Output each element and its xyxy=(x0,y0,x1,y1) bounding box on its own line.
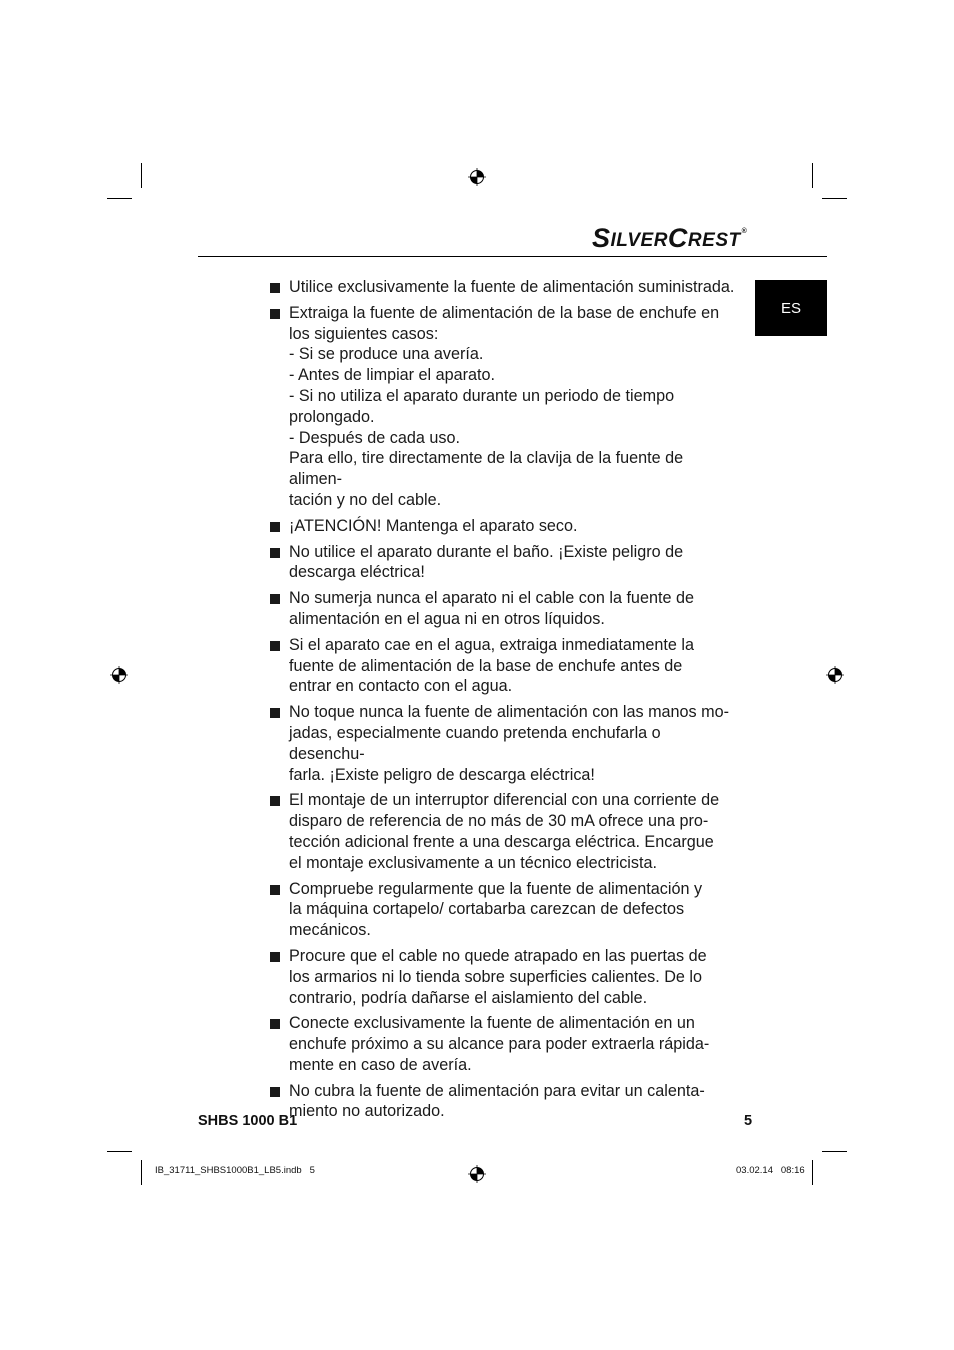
list-item xyxy=(270,1013,738,1075)
square-bullet-icon xyxy=(270,641,280,651)
list-item-line: - Después de cada uso. xyxy=(289,428,460,447)
logo-letters: REST xyxy=(687,230,741,251)
registration-mark-icon xyxy=(110,666,128,684)
list-item-line: fuente de alimentación de la base de enchufe antes de xyxy=(289,656,683,675)
square-bullet-icon xyxy=(270,522,280,532)
registration-mark-icon xyxy=(468,1165,486,1183)
square-bullet-icon xyxy=(270,309,280,319)
print-slug-filename: IB_31711_SHBS1000B1_LB5.indb 5 xyxy=(155,1165,315,1176)
list-item-line: el montaje exclusivamente a un técnico electricista. xyxy=(289,853,657,872)
list-item xyxy=(270,588,738,630)
list-item-line: - Antes de limpiar el aparato. xyxy=(289,366,496,385)
list-item xyxy=(270,790,738,873)
list-item-line: jadas, especialmente cuando pretenda enchufarla o desenchu- xyxy=(289,723,661,763)
list-item xyxy=(270,635,738,697)
list-item-line: ¡ATENCIÓN! Mantenga el aparato seco. xyxy=(289,516,578,535)
square-bullet-icon xyxy=(270,1087,280,1097)
list-item-line: mecánicos. xyxy=(289,921,371,940)
list-item-line: disparo de referencia de no más de 30 mA ofrece una pro- xyxy=(289,812,709,831)
list-item-line: miento no autorizado. xyxy=(289,1102,445,1121)
list-item xyxy=(270,303,738,511)
print-slug-date: 03.02.14 08:16 xyxy=(736,1165,805,1176)
square-bullet-icon xyxy=(270,885,280,895)
square-bullet-icon xyxy=(270,796,280,806)
logo-letter: S xyxy=(592,223,611,253)
trademark-symbol: ® xyxy=(741,228,748,235)
list-item-line: contrario, podría dañarse el aislamiento del cable. xyxy=(289,988,648,1007)
list-item-line: Para ello, tire directamente de la clavija de la fuente de alimen- xyxy=(289,449,684,489)
language-tab xyxy=(755,280,827,336)
list-item xyxy=(270,516,738,537)
list-item-line: los siguientes casos: xyxy=(289,324,439,343)
list-item-line: - Si se produce una avería. xyxy=(289,345,484,364)
brand-logo xyxy=(592,218,762,252)
crop-mark-bottom-left-horizontal xyxy=(107,1151,132,1152)
crop-mark-top-right-horizontal xyxy=(822,198,847,199)
list-item-line: No utilice el aparato durante el baño. ¡Existe peligro de xyxy=(289,542,684,561)
list-item-line: - Si no utiliza el aparato durante un periodo de tiempo xyxy=(289,386,675,405)
square-bullet-icon xyxy=(270,283,280,293)
square-bullet-icon xyxy=(270,548,280,558)
list-item-line: enchufe próximo a su alcance para poder extraerla rápida- xyxy=(289,1035,710,1054)
list-item-line: tección adicional frente a una descarga eléctrica. Encargue xyxy=(289,832,714,851)
list-item-line: No toque nunca la fuente de alimentación con las manos mo- xyxy=(289,703,730,722)
list-item xyxy=(270,1081,738,1123)
crop-mark-bottom-left-vertical xyxy=(141,1160,142,1185)
square-bullet-icon xyxy=(270,594,280,604)
square-bullet-icon xyxy=(270,1019,280,1029)
list-item-line: Utilice exclusivamente la fuente de alimentación suministrada. xyxy=(289,278,735,296)
list-item xyxy=(270,277,738,298)
crop-mark-bottom-right-horizontal xyxy=(822,1151,847,1152)
list-item-line: Conecte exclusivamente la fuente de alimentación en un xyxy=(289,1014,695,1033)
list-item-line: la máquina cortapelo/ cortabarba carezcan de defectos xyxy=(289,900,685,919)
safety-instructions-list xyxy=(270,277,738,1127)
crop-mark-top-right-vertical xyxy=(812,163,813,188)
logo-letters: ILVER xyxy=(610,230,668,251)
crop-mark-bottom-right-vertical xyxy=(812,1160,813,1185)
footer-model-number: SHBS 1000 B1 xyxy=(198,1113,298,1129)
list-item-line: alimentación en el agua ni en otros líquidos. xyxy=(289,609,605,628)
crop-mark-top-left-vertical xyxy=(141,163,142,188)
logo-letter: C xyxy=(667,223,688,253)
list-item-line: farla. ¡Existe peligro de descarga eléctrica! xyxy=(289,765,595,784)
list-item xyxy=(270,946,738,1008)
list-item-line: Compruebe regularmente que la fuente de alimentación y xyxy=(289,879,703,898)
list-item-line: Procure que el cable no quede atrapado en las puertas de xyxy=(289,946,707,965)
list-item-line: Extraiga la fuente de alimentación de la base de enchufe en xyxy=(289,303,720,322)
list-item-line: No cubra la fuente de alimentación para evitar un calenta- xyxy=(289,1081,705,1100)
crop-mark-top-left-horizontal xyxy=(107,198,132,199)
list-item-line: No sumerja nunca el aparato ni el cable con la fuente de xyxy=(289,589,694,608)
list-item-line: Si el aparato cae en el agua, extraiga inmediatamente la xyxy=(289,635,694,654)
list-item-line: descarga eléctrica! xyxy=(289,563,425,582)
header-rule xyxy=(198,256,827,257)
list-item-line: tación y no del cable. xyxy=(289,490,442,509)
registration-mark-icon xyxy=(468,168,486,186)
list-item-line: los armarios ni lo tienda sobre superficies calientes. De lo xyxy=(289,967,702,986)
square-bullet-icon xyxy=(270,952,280,962)
list-item xyxy=(270,879,738,941)
square-bullet-icon xyxy=(270,708,280,718)
language-tab-label: ES xyxy=(780,299,801,317)
list-item xyxy=(270,702,738,785)
list-item-line: El montaje de un interruptor diferencial con una corriente de xyxy=(289,791,720,810)
list-item-line: entrar en contacto con el agua. xyxy=(289,677,513,696)
footer-page-number: 5 xyxy=(744,1113,753,1129)
registration-mark-icon xyxy=(826,666,844,684)
list-item-line: mente en caso de avería. xyxy=(289,1055,472,1074)
list-item-line: prolongado. xyxy=(289,407,375,426)
list-item xyxy=(270,542,738,584)
